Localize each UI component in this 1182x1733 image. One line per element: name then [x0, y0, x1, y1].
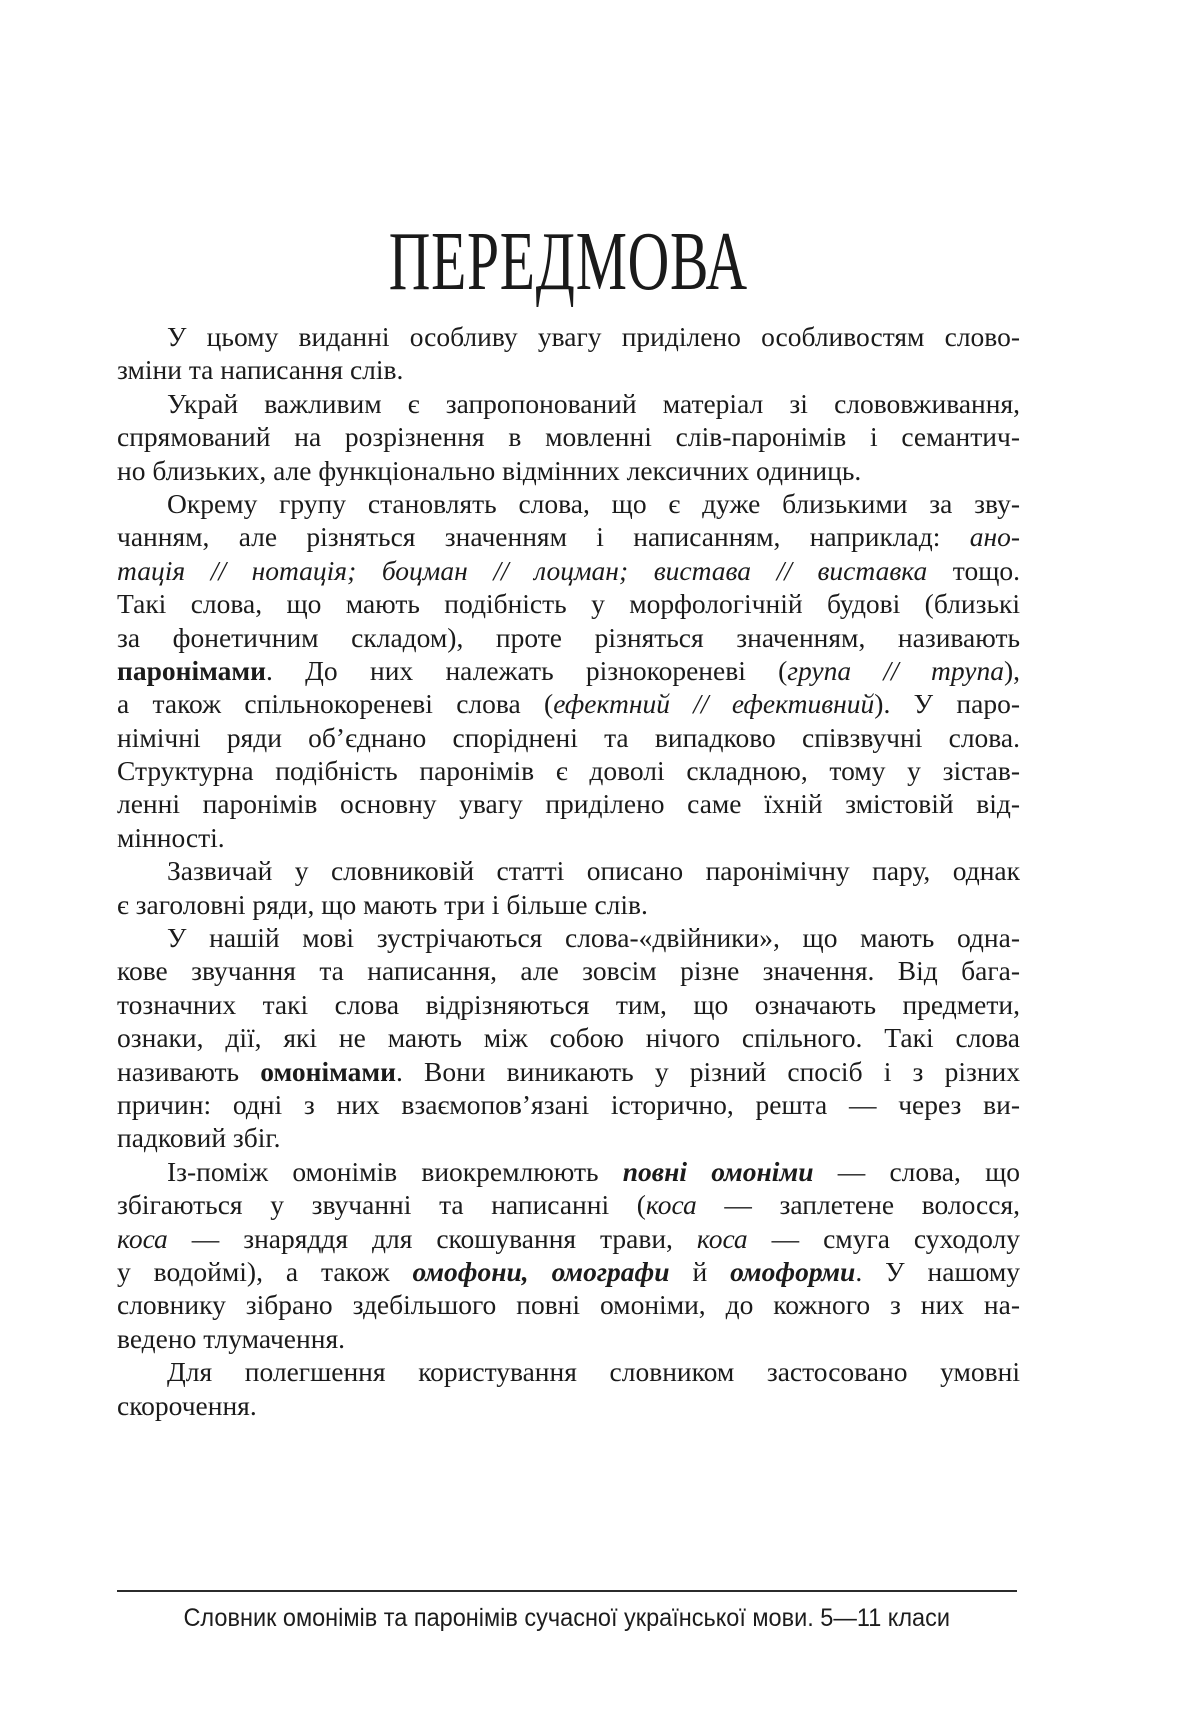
- text-segment: тощо.: [927, 554, 1020, 586]
- text-segment: омонімами: [260, 1055, 396, 1087]
- text-line: [117, 954, 1020, 987]
- paragraph: [117, 1155, 1020, 1355]
- text-segment: . Вони виникають у різний спосіб і з різних: [395, 1055, 1020, 1087]
- text-segment: . У нашому: [855, 1255, 1020, 1287]
- text-segment: ефектний // ефективний: [553, 688, 875, 720]
- text-segment: спрямований на розрізнення в мовленні слів-паронімів і семантич-: [117, 421, 1020, 453]
- text-line: [117, 1188, 1020, 1221]
- text-line: [117, 888, 1020, 921]
- text-segment: ). У паро-: [874, 688, 1020, 720]
- text-segment: й: [669, 1255, 731, 1287]
- text-line: [117, 1355, 1020, 1388]
- text-segment: паронімами: [117, 654, 266, 686]
- text-segment: коса: [645, 1189, 697, 1221]
- text-line: [117, 420, 1020, 453]
- paragraph: [117, 487, 1020, 854]
- text-segment: — знаряддя для скошування трави,: [167, 1222, 697, 1254]
- text-line: [117, 1088, 1020, 1121]
- text-segment: збігаються у звучанні та написанні (: [117, 1189, 646, 1221]
- text-segment: Для полегшення користування словником застосовано умовні: [167, 1356, 1020, 1388]
- text-segment: но близьких, але функціонально відмінних лексичних одиниць.: [117, 454, 862, 486]
- text-line: [117, 1055, 1020, 1088]
- text-segment: — смуга суходолу: [747, 1222, 1020, 1254]
- text-segment: група // трупа: [787, 654, 1004, 686]
- text-line: [117, 387, 1020, 420]
- text-segment: німічні ряди об’єднано споріднені та випадково співзвучні слова.: [117, 721, 1020, 753]
- text-line: [117, 487, 1020, 520]
- text-segment: У нашій мові зустрічаються слова-«двійники», що мають одна-: [167, 922, 1020, 954]
- text-line: [117, 1389, 1020, 1422]
- text-segment: ознаки, дії, які не мають між собою нічого спільного. Такі слова: [117, 1022, 1020, 1054]
- text-segment: Структурна подібність паронімів є доволі складною, тому у зістав-: [117, 755, 1020, 787]
- text-segment: тозначних такі слова відрізняються тим, що означають предмети,: [117, 988, 1020, 1020]
- paragraph: [117, 320, 1020, 387]
- text-segment: Із-поміж омонімів виокремлюють: [167, 1155, 623, 1187]
- text-segment: — заплетене волосся,: [696, 1189, 1020, 1221]
- text-segment: кове звучання та написання, але зовсім різне значення. Від бага-: [117, 955, 1020, 987]
- text-segment: Украй важливим є запропонований матеріал зі слововживання,: [167, 387, 1020, 419]
- text-line: [117, 587, 1020, 620]
- text-line: [117, 988, 1020, 1021]
- text-segment: коса: [696, 1222, 748, 1254]
- text-line: [117, 854, 1020, 887]
- text-segment: падковий збіг.: [117, 1122, 281, 1154]
- text-segment: мінності.: [117, 821, 225, 853]
- text-line: [117, 520, 1020, 553]
- text-line: [117, 1288, 1020, 1321]
- text-segment: за фонетичним складом), проте різняться значенням, називають: [117, 621, 1020, 653]
- text-segment: ленні паронімів основну увагу приділено саме їхній змістовій від-: [117, 788, 1020, 820]
- text-segment: тація // нотація; боцман // лоцман; вистава // виставка: [117, 554, 928, 586]
- text-line: [117, 454, 1020, 487]
- text-line: [117, 1021, 1020, 1054]
- text-segment: словнику зібрано здебільшого повні омоніми, до кожного з них на-: [117, 1289, 1020, 1321]
- text-line: [117, 1121, 1020, 1154]
- text-segment: а також спільнокореневі слова (: [117, 688, 554, 720]
- text-segment: називають: [117, 1055, 261, 1087]
- text-line: [117, 821, 1020, 854]
- text-segment: . До них належать різнокореневі (: [266, 654, 788, 686]
- text-line: [117, 721, 1020, 754]
- paragraph: [117, 921, 1020, 1155]
- paragraph: [117, 387, 1020, 487]
- text-segment: У цьому виданні особливу увагу приділено особливостям слово-: [167, 321, 1020, 352]
- text-segment: скорочення.: [117, 1389, 257, 1421]
- text-segment: Зазвичай у словниковій статті описано паронімічну пару, однак: [167, 855, 1020, 887]
- text-line: [117, 621, 1020, 654]
- footer-rule: [117, 1590, 1017, 1592]
- text-line: [117, 921, 1020, 954]
- text-line: [117, 1255, 1020, 1288]
- text-segment: повні омоніми: [622, 1155, 814, 1187]
- text-line: [117, 654, 1020, 687]
- text-line: [117, 754, 1020, 787]
- footer-text: Словник омонімів та паронімів сучасної української мови. 5—11 класи: [183, 1604, 951, 1632]
- text-segment: Окрему групу становлять слова, що є дуже близькими за зву-: [167, 487, 1020, 519]
- text-segment: зміни та написання слів.: [117, 354, 404, 386]
- text-line: [117, 554, 1020, 587]
- page-footer: [117, 1601, 1017, 1635]
- text-segment: є заголовні ряди, що мають три і більше слів.: [117, 888, 648, 920]
- text-segment: омоформи: [730, 1255, 856, 1287]
- paragraph: [117, 854, 1020, 921]
- paragraph: [117, 1355, 1020, 1422]
- text-line: [117, 1155, 1020, 1188]
- text-segment: коса: [117, 1222, 168, 1254]
- text-line: [117, 687, 1020, 720]
- text-segment: омофони, омографи: [412, 1255, 670, 1287]
- page-title-text: ПЕРЕДМОВА: [389, 216, 748, 308]
- preface-body: [117, 320, 1020, 1422]
- text-segment: причин: одні з них взаємопов’язані історично, решта — через ви-: [117, 1088, 1020, 1120]
- text-line: [117, 1222, 1020, 1255]
- page-title: [117, 216, 1020, 308]
- text-segment: Такі слова, що мають подібність у морфологічній будові (близькі: [117, 588, 1020, 620]
- text-line: [117, 353, 1020, 386]
- text-line: [117, 787, 1020, 820]
- text-segment: у водоймі), а також: [117, 1255, 413, 1287]
- text-line: [117, 320, 1020, 353]
- text-segment: ведено тлумачення.: [117, 1322, 345, 1354]
- text-segment: чанням, але різняться значенням і написанням, наприклад:: [117, 521, 970, 553]
- text-segment: — слова, що: [813, 1155, 1020, 1187]
- text-segment: ано-: [969, 521, 1020, 553]
- text-line: [117, 1322, 1020, 1355]
- text-segment: ),: [1003, 654, 1020, 686]
